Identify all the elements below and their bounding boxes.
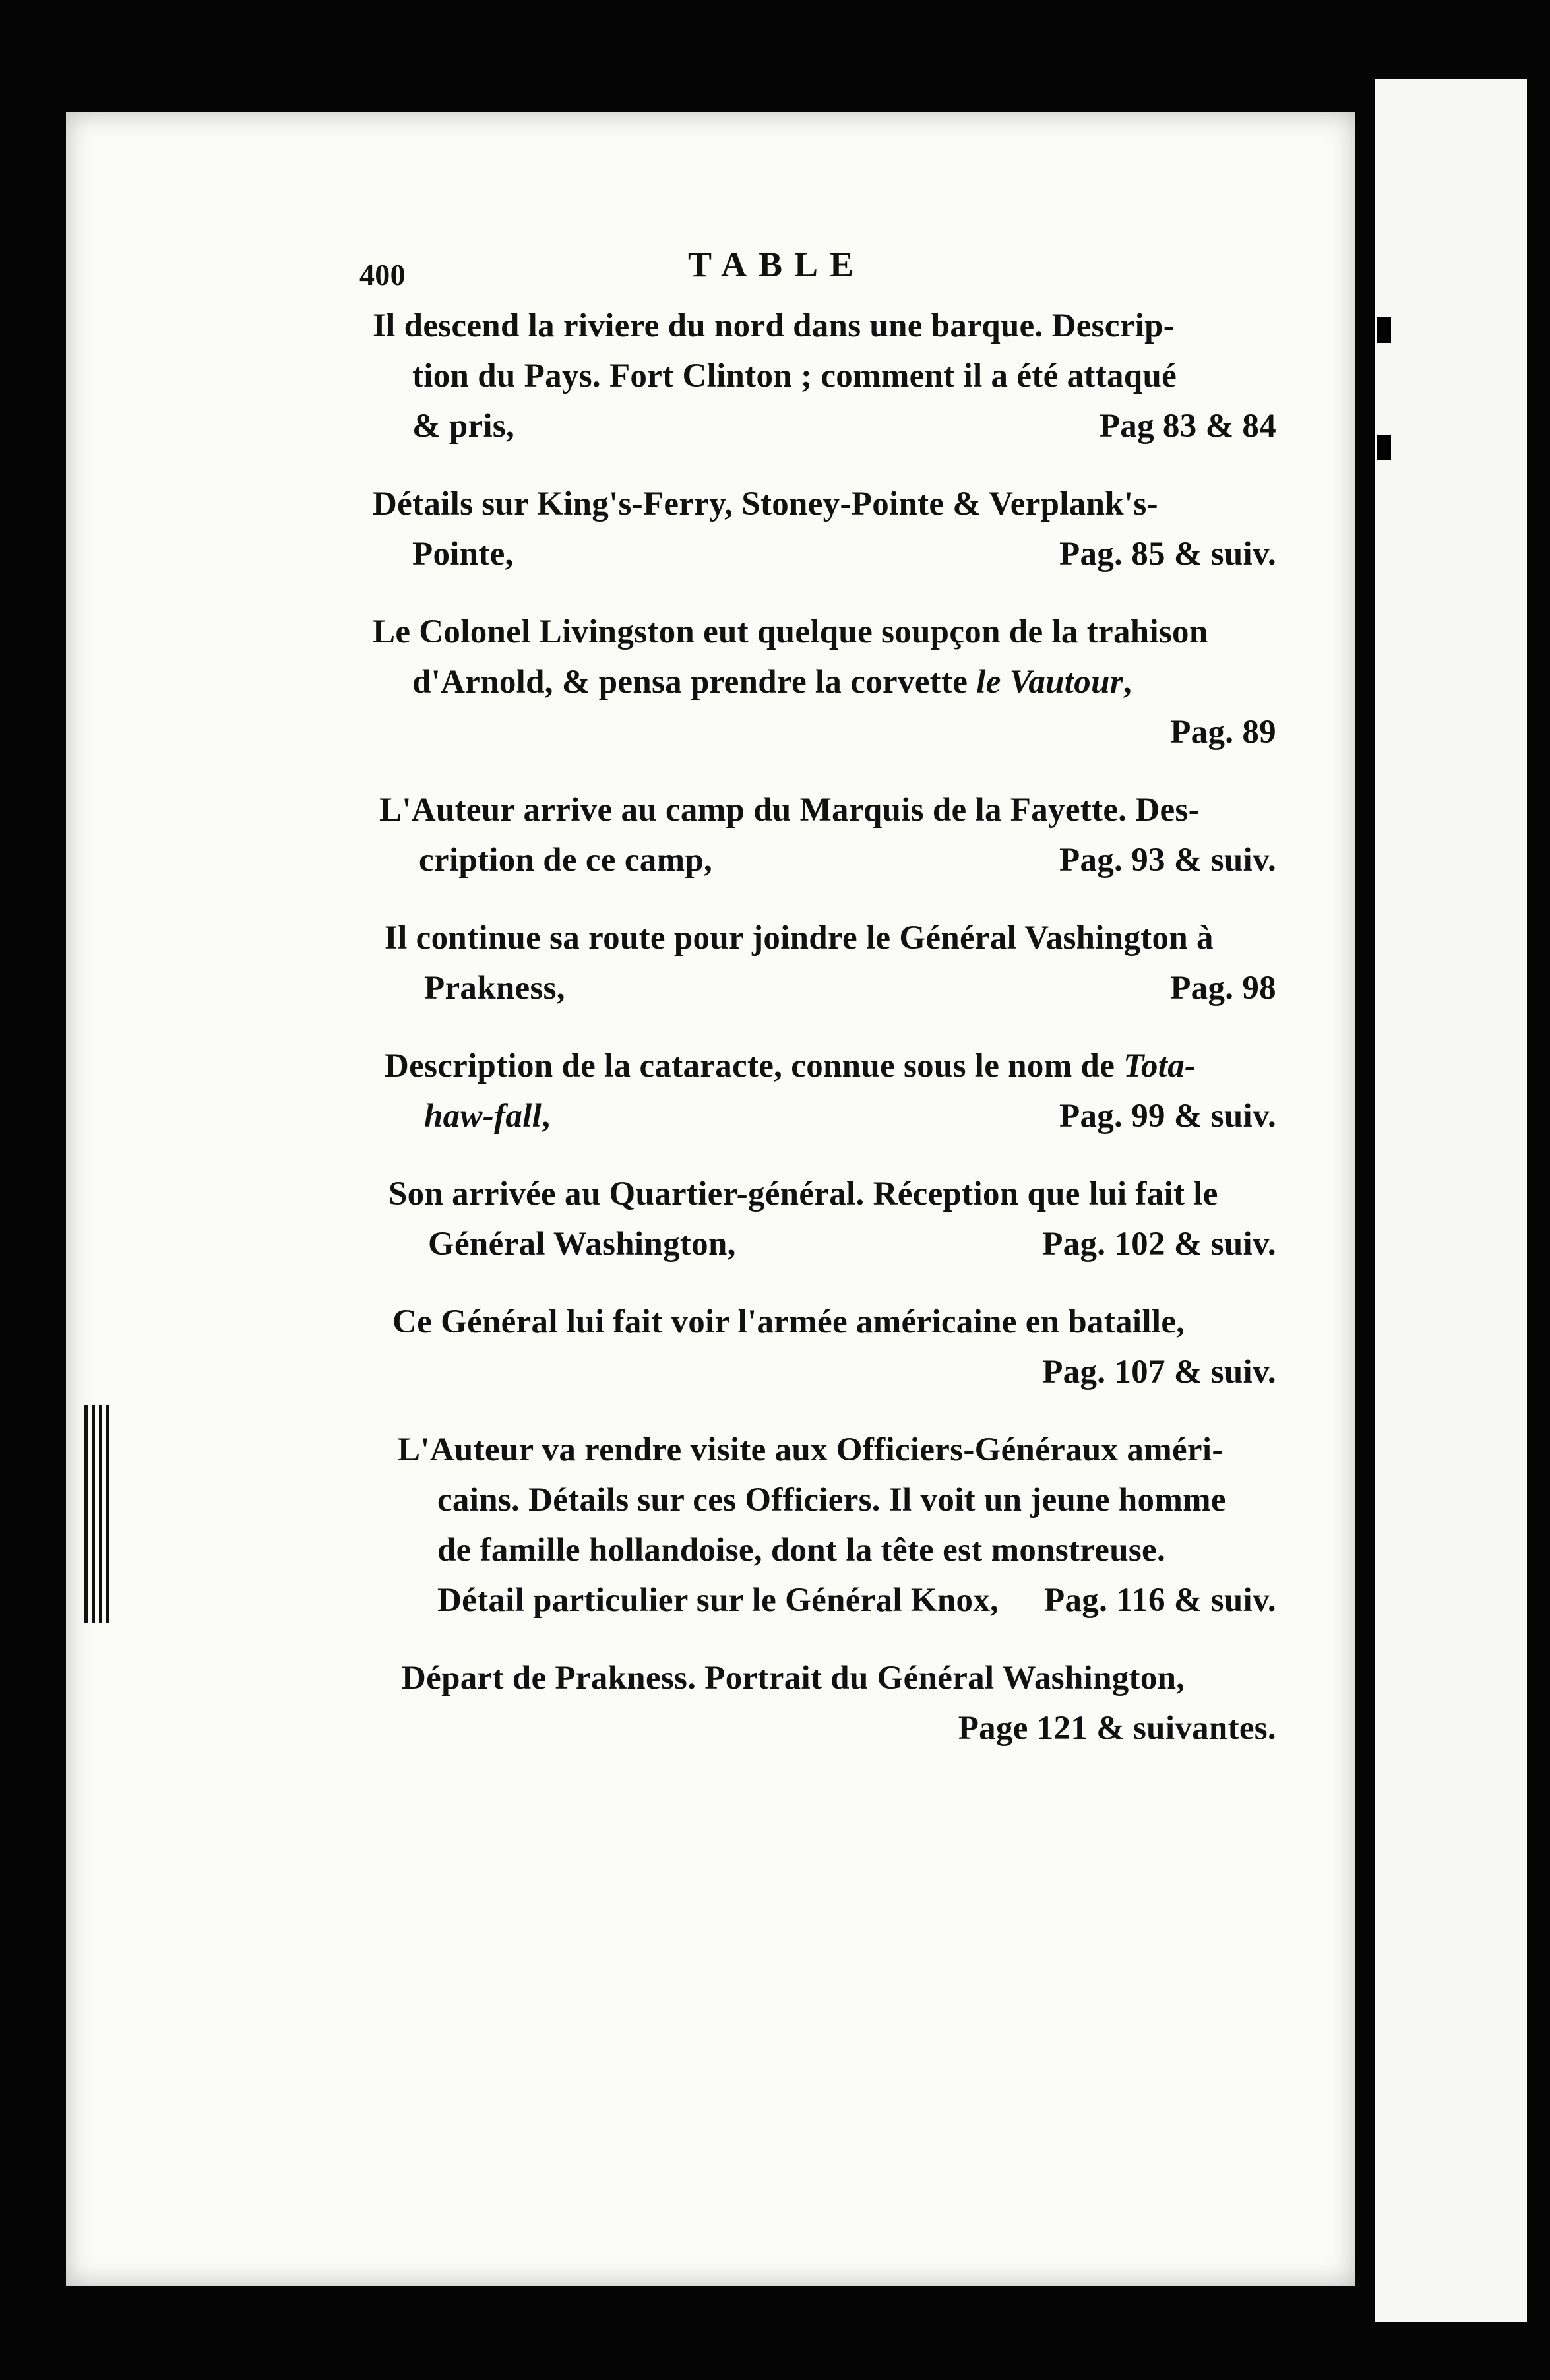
ship-name: le Vautour — [976, 664, 1123, 701]
running-title: TABLE — [688, 245, 866, 284]
entry-line — [373, 657, 1276, 707]
entry-last-line — [385, 963, 1276, 1013]
entry-punctuation: , — [1123, 664, 1132, 701]
entry-line: Son arrivée au Quartier-général. Réception que lui fait le — [388, 1175, 1218, 1212]
entry-line: Il descend la riviere du nord dans une barque. Descrip- — [373, 307, 1175, 344]
facing-page-glyph — [1377, 317, 1391, 343]
facing-page-glyph — [1377, 435, 1391, 460]
place-name: Tota- — [1123, 1048, 1196, 1084]
entry-text: cription de ce camp, — [419, 842, 713, 879]
toc-entry — [388, 1169, 1276, 1269]
page-reference: Pag. 116 & suiv. — [1044, 1582, 1276, 1619]
entry-last-line — [385, 1091, 1276, 1141]
page-reference: Pag. 102 & suiv. — [1042, 1226, 1276, 1263]
toc-entry — [398, 1425, 1276, 1625]
table-of-contents — [359, 237, 1276, 1781]
entry-punctuation: , — [542, 1098, 551, 1135]
page-reference: Pag. 107 & suiv. — [1042, 1354, 1276, 1391]
toc-entry — [373, 479, 1276, 579]
entry-line: tion du Pays. Fort Clinton ; comment il a été attaqué — [412, 358, 1177, 394]
entry-last-line — [373, 401, 1276, 451]
page-reference: Pag. 99 & suiv. — [1059, 1098, 1276, 1135]
page-reference: Pag 83 & 84 — [1099, 408, 1276, 445]
entry-line: L'Auteur va rendre visite aux Officiers-Généraux améri- — [398, 1431, 1224, 1468]
toc-entry — [373, 301, 1276, 451]
toc-entry — [379, 785, 1276, 885]
entry-line: cains. Détails sur ces Officiers. Il voit un jeune homme — [437, 1482, 1226, 1519]
page-reference: Pag. 89 — [1170, 714, 1276, 751]
entry-last-line — [398, 1575, 1276, 1625]
entry-text: Prakness, — [424, 970, 565, 1007]
page-reference: Pag. 93 & suiv. — [1059, 842, 1276, 879]
toc-entry — [373, 607, 1276, 757]
entry-text: Détail particulier sur le Général Knox, — [437, 1582, 999, 1619]
toc-entry — [392, 1297, 1276, 1397]
binding-tabs — [84, 1405, 109, 1623]
entry-line: Ce Général lui fait voir l'armée américaine en bataille, — [392, 1303, 1185, 1340]
entry-text: Pointe, — [412, 536, 514, 573]
entry-line: Départ de Prakness. Portrait du Général Washington, — [402, 1660, 1185, 1697]
entry-last-line — [373, 529, 1276, 579]
entry-line: Le Colonel Livingston eut quelque soupçon de la trahison — [373, 613, 1208, 650]
entry-text: & pris, — [412, 408, 515, 445]
entry-line — [385, 1041, 1276, 1091]
entry-text: Général Washington, — [428, 1226, 736, 1263]
toc-entry — [385, 913, 1276, 1013]
entry-line: Détails sur King's-Ferry, Stoney-Pointe & Verplank's- — [373, 485, 1158, 522]
entry-line: Il continue sa route pour joindre le Général Vashington à — [385, 920, 1214, 956]
toc-entry — [402, 1653, 1276, 1753]
entry-line: L'Auteur arrive au camp du Marquis de la Fayette. Des- — [379, 792, 1200, 829]
entry-line: de famille hollandoise, dont la tête est monstreuse. — [437, 1532, 1166, 1569]
entry-last-line — [379, 835, 1276, 885]
page-header — [359, 237, 1276, 297]
page-number: 400 — [359, 258, 406, 292]
page-reference: Pag. 98 — [1170, 970, 1276, 1007]
page-reference: Pag. 85 & suiv. — [1059, 536, 1276, 573]
facing-page-edge — [1375, 79, 1527, 2322]
entry-text: Description de la cataracte, connue sous le nom de — [385, 1048, 1124, 1084]
entry-last-line — [388, 1219, 1276, 1269]
entry-text: d'Arnold, & pensa prendre la corvette — [412, 664, 977, 701]
toc-entry — [385, 1041, 1276, 1141]
place-name: haw-fall — [424, 1098, 542, 1135]
page-reference: Page 121 & suivantes. — [958, 1710, 1276, 1747]
